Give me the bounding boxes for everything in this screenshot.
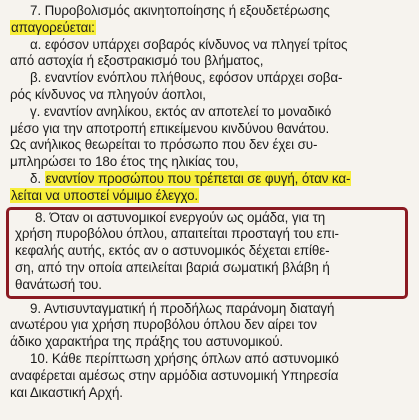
paragraph-7-line-1: 7. Πυροβολισμός ακινητοποίησης ή εξουδετέρωσης [30,3,330,18]
item-a-line-2: από αστοχία ή εξοστρακισμό του βλήματος, [10,53,264,69]
paragraph-9 [10,301,411,351]
item-d-prefix: δ. [30,170,45,186]
p10-line-1: 10. Κάθε περίπτωση χρήσης όπλων από αστυνομικό [30,350,339,366]
p10-line-2: αναφέρεται αμέσως στην αρμόδια αστυνομική Υπηρεσία [10,367,339,383]
paragraph-10 [10,351,411,401]
item-a-line-1: α. εφόσον υπάρχει σοβαρός κίνδυνος να πληγεί τρίτος [30,36,348,52]
p9-line-1: 9. Αντισυνταγματική ή προδήλως παράνομη διαταγή [30,300,335,316]
paragraph-7-item-b [10,70,411,104]
p8-line-3: κεφαλής αυτής, εκτός αν ο αστυνομικός δέχεται επίθε- [15,243,330,259]
item-c-line-3: Ως ανήλικος θεωρείται το πρόσωπο που δεν έχει συ- [10,137,318,153]
p9-line-2: ανωτέρου για χρήση πυροβόλου όπλου δεν αίρει τον [10,317,317,333]
p9-line-3: άδικο χαρακτήρα της πράξης του αστυνομικού. [10,334,284,350]
paragraph-8-callout-box [6,207,408,299]
highlight-item-d-line-1: εναντίον προσώπου που τρέπεται σε φυγή, όταν κα- [45,170,351,186]
paragraph-7-item-a [10,37,411,71]
p8-line-2: χρήση πυροβόλου όπλου, απαιτείται προσταγή του επι- [15,226,339,242]
item-c-line-4: μπληρώσει το 18ο έτος της ηλικίας του, [10,154,239,170]
item-c-line-1: γ. εναντίον ανηλίκου, εκτός αν αποτελεί το μοναδικό [30,103,332,119]
p10-line-3: και Δικαστική Αρχή. [10,384,123,400]
highlight-item-d-line-2: λείται να υποστεί νόμιμο έλεγχο. [11,187,199,203]
p8-line-1: 8. Όταν οι αστυνομικοί ενεργούν ως ομάδα, για τη [35,209,326,225]
item-b-line-1: β. εναντίον ενόπλου πλήθους, εφόσον υπάρχει σοβα- [30,70,343,86]
p8-line-5: θανάτωσή του. [15,276,102,292]
paragraph-8 [15,210,399,294]
highlight-forbidden: απαγορεύεται: [11,19,95,35]
paragraph-7-intro [10,3,411,37]
item-c-line-2: μέσο για την αποτροπή επικείμενου κινδύνου θανάτου. [10,120,330,136]
paragraph-7-item-c [10,104,411,171]
item-b-line-2: ρός κίνδυνος να πληγούν άοπλοι, [10,86,206,102]
paragraph-7-item-d [10,171,411,205]
p8-line-4: ση, από την οποία απειλείται βαριά σωματική βλάβη ή [15,259,330,275]
